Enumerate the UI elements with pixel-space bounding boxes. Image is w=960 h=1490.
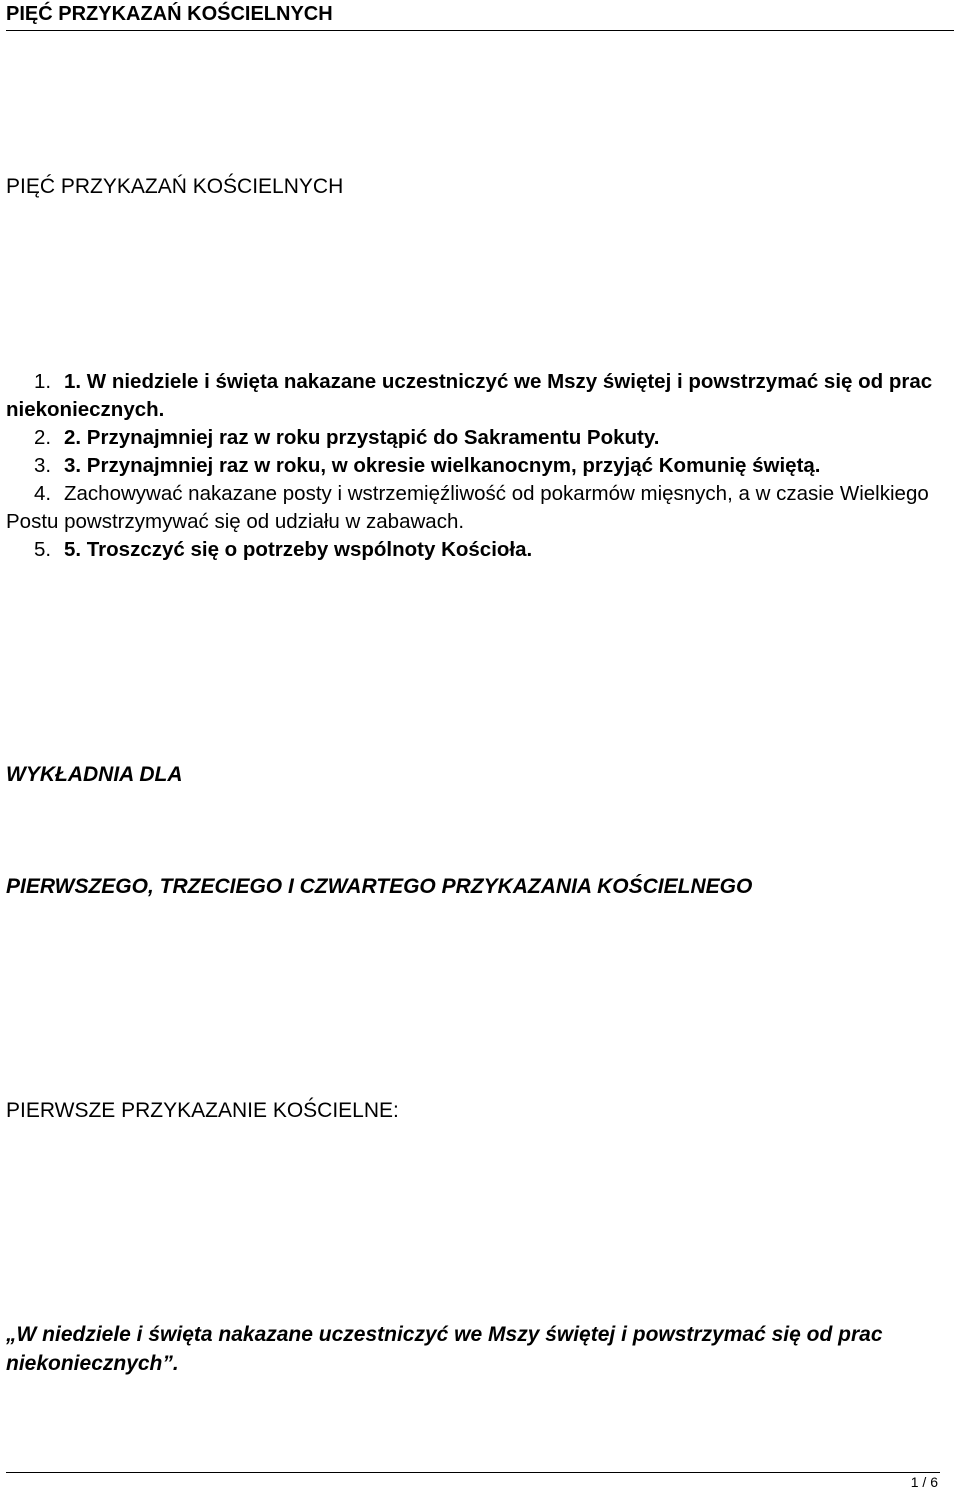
commandment-text: Zachowywać nakazane posty i wstrzemięźliwość od pokarmów mięsnych, a w czasie Wielkiego Postu powstrzymywać się od udziału w zabawach.	[6, 482, 929, 533]
commandment-text: 2. Przynajmniej raz w roku przystąpić do Sakramentu Pokuty.	[64, 426, 660, 449]
commandment-item-1	[6, 368, 952, 424]
list-number: 4.	[34, 482, 52, 505]
commandment-item-5	[6, 536, 952, 564]
commandment-item-3	[6, 452, 952, 480]
document-heading: PIĘĆ PRZYKAZAŃ KOŚCIELNYCH	[6, 175, 344, 198]
commandments-list	[6, 368, 952, 564]
commandment-text: 3. Przynajmniej raz w roku, w okresie wielkanocnym, przyjąć Komunię świętą.	[64, 454, 821, 477]
commandment-text: 5. Troszczyć się o potrzeby wspólnoty Kościoła.	[64, 538, 533, 561]
commandment-text: 1. W niedziele i święta nakazane uczestniczyć we Mszy świętej i powstrzymać się od prac niekoniecznych.	[6, 370, 933, 421]
exposition-title: WYKŁADNIA DLA	[6, 763, 183, 786]
commandment-item-2	[6, 424, 952, 452]
first-commandment-heading: PIERWSZE PRZYKAZANIE KOŚCIELNE:	[6, 1099, 399, 1122]
list-number: 5.	[34, 538, 52, 561]
first-commandment-quote: „W niedziele i święta nakazane uczestniczyć we Mszy świętej i powstrzymać się od prac niekoniecznych”.	[6, 1323, 883, 1375]
page-header-title: PIĘĆ PRZYKAZAŃ KOŚCIELNYCH	[6, 3, 333, 25]
commandment-item-4	[6, 480, 952, 536]
list-number: 3.	[34, 454, 52, 477]
header-divider	[6, 30, 954, 31]
list-number: 1.	[34, 370, 52, 393]
footer-divider	[6, 1472, 940, 1473]
exposition-subtitle: PIERWSZEGO, TRZECIEGO I CZWARTEGO PRZYKAZANIA KOŚCIELNEGO	[6, 875, 753, 898]
page-number: 1 / 6	[910, 1474, 938, 1490]
list-number: 2.	[34, 426, 52, 449]
